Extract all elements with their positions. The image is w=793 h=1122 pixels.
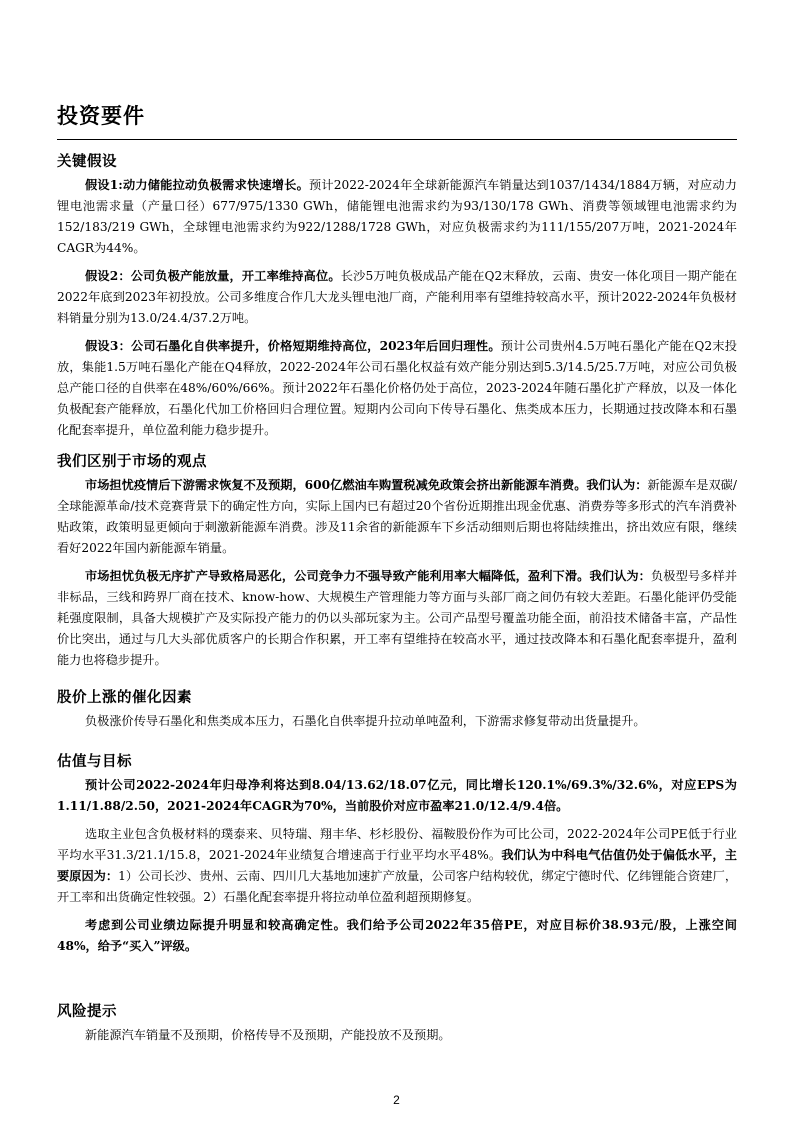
section-heading: 估值与目标 <box>57 754 132 770</box>
title-divider <box>57 139 737 140</box>
paragraph-lead: 考虑到公司业绩边际提升明显和较高确定性。我们给予公司2022年35倍PE，对应目标价38.93元/股，上涨空间48%，给予“买入”评级。 <box>57 918 737 953</box>
paragraph <box>57 711 737 732</box>
paragraph-text: 新能源车是双碳/全球能源革命/技术竞赛背景下的确定性方向，实际上国内已有超过20个省份近期推出现金优惠、消费券等多形式的汽车消费补贴政策，政策明显更倾向于刺激新能源车消费。涉及11余省的新能源车下乡活动细则后期也将陆续推出，挤出效应有限，继续看好2022年国内新能源车销量。 <box>57 478 737 555</box>
paragraph <box>57 266 737 329</box>
paragraph-text: 1）公司长沙、贵州、云南、四川几大基地加速扩产放量，公司客户结构较优，绑定宁德时代、亿纬锂能合资建厂，开工率和出货确定性较强。2）石墨化配套率提升将拉动单位盈利超预期修复。 <box>57 869 738 904</box>
paragraph-lead: 预计公司2022-2024年归母净利将达到8.04/13.62/18.07亿元，同比增长120.1%/69.3%/32.6%，对应EPS为1.11/1.88/2.50，2021-2024年CAGR为70%，当前股价对应市盈率21.0/12.4/9.4倍。 <box>57 778 737 813</box>
page-number: 2 <box>393 1093 400 1107</box>
section-catalysts <box>57 686 737 739</box>
paragraph <box>57 1025 737 1046</box>
section-heading: 股价上涨的催化因素 <box>57 690 192 706</box>
paragraph <box>57 775 737 817</box>
page-title: 投资要件 <box>57 104 145 128</box>
paragraph-lead: 市场担忧负极无序扩产导致格局恶化，公司竞争力不强导致产能利用率大幅降低，盈利下滑。我们认为： <box>85 569 651 583</box>
paragraph-text: 预计2022-2024年全球新能源汽车销量达到1037/1434/1884万辆，对应动力锂电池需求量（产量口径）677/975/1330 GWh，储能锂电池需求约为93/130/178 GWh、消费等领域锂电池需求约为152/183/219 GWh，全球锂电池需求约为922/1288/1728 GWh，对应负极需求约为111/155/207万吨，2021-2024年CAGR为44%。 <box>57 178 737 255</box>
paragraph-lead: 假设1:动力储能拉动负极需求快速增长。 <box>85 178 309 192</box>
paragraph-text: 选取主业包含负极材料的璞泰来、贝特瑞、翔丰华、杉杉股份、福鞍股份作为可比公司，2022-2024年公司PE低于行业平均水平31.3/21.1/15.8，2021-2024年业绩复合增速高于行业平均水平48%。 <box>57 827 737 862</box>
paragraph <box>57 336 737 441</box>
paragraph <box>57 175 737 259</box>
section-heading: 关键假设 <box>57 154 117 170</box>
section-heading: 我们区别于市场的观点 <box>57 454 207 470</box>
section-risks <box>57 1000 737 1053</box>
paragraph <box>57 915 737 957</box>
paragraph-text: 新能源汽车销量不及预期，价格传导不及预期，产能投放不及预期。 <box>85 1028 451 1042</box>
paragraph-text: 预计公司贵州4.5万吨石墨化产能在Q2末投放，集能1.5万吨石墨化产能在Q4释放，2022-2024年公司石墨化权益有效产能分别达到5.3/14.5/25.7万吨，对应公司负极总产能口径的自供率在48%/60%/66%。预计2022年石墨化价格仍处于高位，2023-2024年随石墨化扩产释放，以及一体化负极配套产能释放，石墨化代加工价格回归合理位置。短期内公司向下传导石墨化、焦类成本压力，长期通过技改降本和石墨化配套率提升，单位盈利能力稳步提升。 <box>57 339 737 437</box>
paragraph-text: 负极型号多样并非标品，三线和跨界厂商在技术、know-how、大规模生产管理能力等方面与头部厂商之间仍有较大差距。石墨化能评仍受能耗强度限制，具备大规模扩产及实际投产能力的仍以头部玩家为主。公司产品型号覆盖功能全面，前沿技术储备丰富，产品性价比突出，通过与几大头部优质客户的长期合作积累，开工率有望维持在较高水平，通过技改降本和石墨化配套率提升，盈利能力也将稳步提升。 <box>57 569 738 667</box>
section-key-assumptions <box>57 150 737 448</box>
paragraph-lead: 假设2：公司负极产能放量，开工率维持高位。 <box>85 269 341 283</box>
paragraph <box>57 475 737 559</box>
paragraph-lead: 假设3：公司石墨化自供率提升，价格短期维持高位，2023年后回归理性。 <box>85 339 501 353</box>
paragraph <box>57 824 737 908</box>
paragraph-text: 长沙5万吨负极成品产能在Q2末释放，云南、贵安一体化项目一期产能在2022年底到2023年初投放。公司多维度合作几大龙头锂电池厂商，产能利用率有望维持较高水平，预计2022-2024年负极材料销量分别为13.0/24.4/37.2万吨。 <box>57 269 738 325</box>
section-differentiated-views <box>57 450 737 678</box>
paragraph-text: 负极涨价传导石墨化和焦类成本压力，石墨化自供率提升拉动单吨盈利，下游需求修复带动出货量提升。 <box>85 714 646 728</box>
paragraph <box>57 566 737 671</box>
paragraph-lead: 市场担忧疫情后下游需求恢复不及预期，600亿燃油车购置税减免政策会挤出新能源车消费。我们认为： <box>85 478 648 492</box>
section-heading: 风险提示 <box>57 1004 117 1020</box>
section-valuation <box>57 750 737 964</box>
paragraph-emphasis: 我们认为中科电气估值仍处于偏低水平，主要原因为： <box>57 848 737 883</box>
